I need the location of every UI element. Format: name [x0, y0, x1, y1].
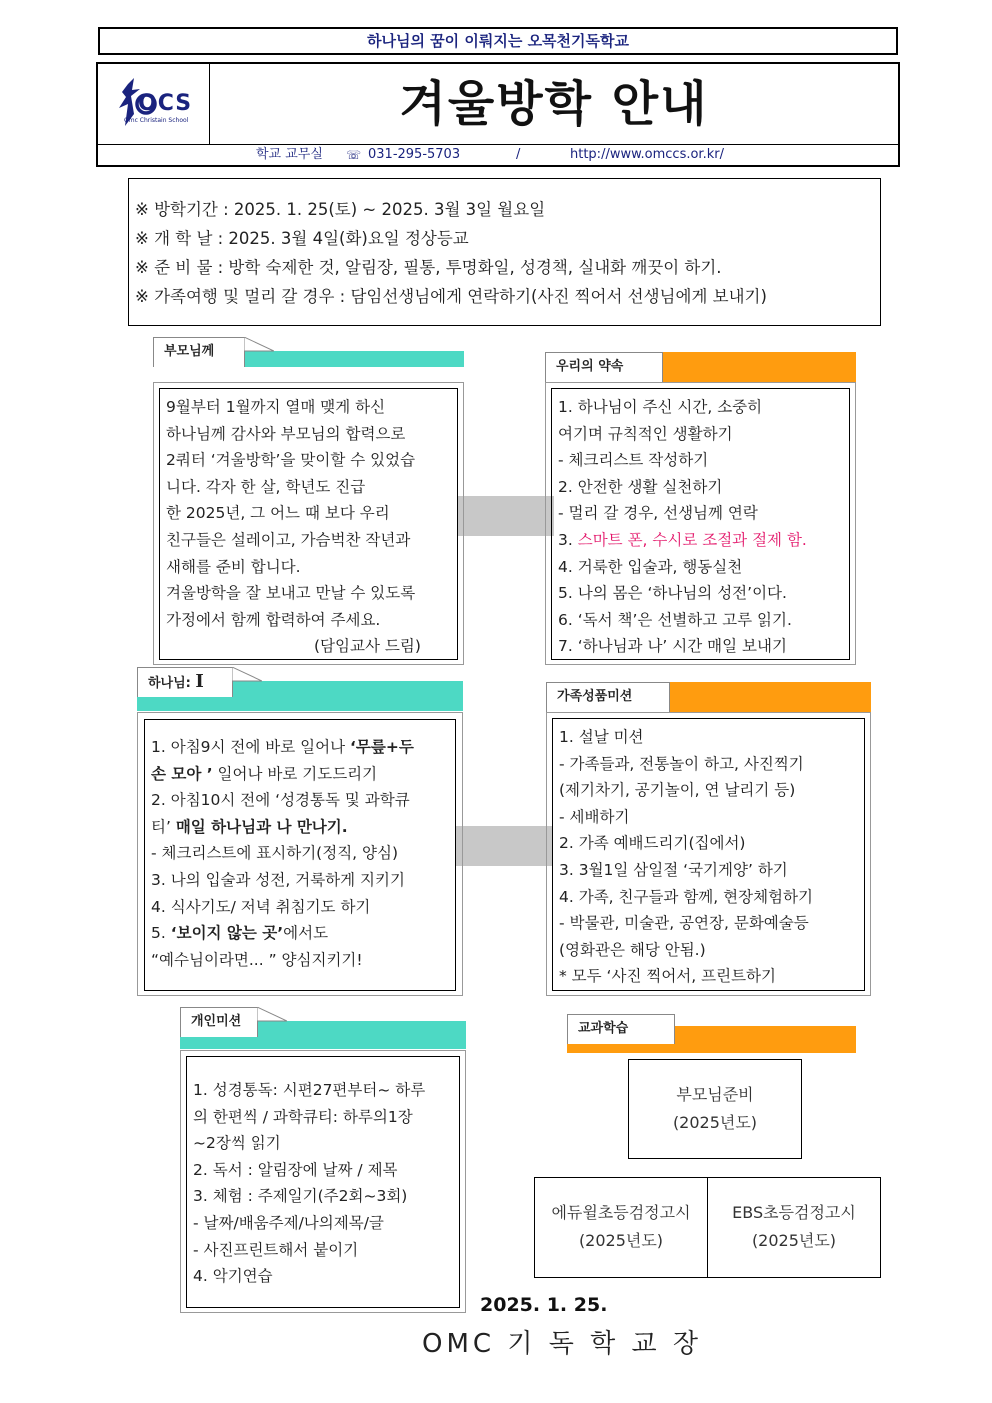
promise-item: 7. ‘하나님과 나’ 시간 매일 보내기	[558, 637, 787, 656]
principal-signoff: OMC 기 독 학 교 장	[422, 1329, 702, 1359]
school-logo	[98, 64, 210, 144]
connector-top	[458, 496, 554, 536]
document-date: 2025. 1. 25.	[480, 1294, 608, 1316]
info-travel: ※ 가족여행 및 멀리 갈 경우 : 담임선생님에게 연락하기(사진 찍어서 선생님에게 보내기)	[135, 287, 767, 306]
logo-text: OCS	[138, 91, 193, 116]
promise-item: 여기며 규칙적인 생활하기	[558, 424, 733, 443]
personal-tab-label: 개인미션	[180, 1007, 258, 1037]
family-tab-label: 가족성품미션	[546, 682, 670, 712]
study-tab-label: 교과학습	[567, 1014, 675, 1044]
parents-line: 니다. 각자 한 살, 학년도 진급	[166, 477, 366, 496]
study-box-ebs: EBS초등검정고시 (2025년도)	[707, 1177, 881, 1278]
promise-item: 2. 안전한 생활 실천하기	[558, 477, 723, 496]
parents-tab-label: 부모님께	[153, 337, 245, 367]
tab-corner-icon	[244, 337, 274, 367]
promise-item: - 멀리 갈 경우, 선생님께 연락	[558, 504, 758, 523]
tab-corner-icon	[232, 667, 262, 697]
connector-middle	[455, 826, 553, 866]
contact-separator: /	[516, 147, 521, 162]
god-outer	[137, 712, 463, 996]
parents-signature: (담임교사 드림)	[314, 637, 421, 656]
promise-item: 6. ‘독서 책’은 선별하고 고루 읽기.	[558, 610, 792, 629]
school-url[interactable]: http://www.omccs.or.kr/	[570, 147, 724, 162]
personal-tab	[180, 1007, 466, 1037]
promise-item: 5. 나의 몸은 ‘하나님의 성전’이다.	[558, 584, 787, 603]
contact-line	[98, 144, 898, 165]
god-list: 1. 아침9시 전에 바로 일어나 ‘무릎+두 손 모아 ’ 일어나 바로 기도드리기 2. 아침10시 전에 ‘성경통독 및 과학큐 티’ 매일 하나님과 나 만나기. - 체크리스트에 표시하기(정직, 양심) 3. 나의 입술과 성전, 거룩하게 지키기 4. 식사기도/ 저녁 취침기도 하기 5. ‘보이지 않는 곳’에서도 “예수님이라면... ” 양심지키기!	[144, 719, 456, 991]
parents-message	[159, 388, 458, 660]
parents-line: 2쿼터 ‘겨울방학’을 맞이할 수 있었습	[166, 451, 416, 470]
promise-item: 4. 거룩한 입술과, 행동실천	[558, 557, 743, 576]
vacation-info-box	[128, 178, 881, 326]
parents-line: 겨울방학을 잘 보내고 만날 수 있도록	[166, 584, 416, 603]
personal-list: 1. 성경통독: 시편27편부터~ 하루 의 한편씩 / 과학큐티: 하루의1장 ~2장씩 읽기 2. 독서 : 알림장에 날짜 / 제목 3. 체험 : 주제일기(주2회~3회) - 날짜/배움주제/나의제목/글 - 사진프린트해서 붙이기 4. 악기연습	[186, 1056, 460, 1308]
study-box-parents: 부모님준비 (2025년도)	[628, 1059, 802, 1159]
parents-line: 새해를 준비 합니다.	[166, 557, 301, 576]
promise-tab-label: 우리의 약속	[545, 352, 663, 382]
promise-item: 3. 스마트 폰, 수시로 조절과 절제 함.	[558, 530, 807, 549]
promise-item: 1. 하나님이 주신 시간, 소중히	[558, 398, 763, 416]
document-header	[96, 62, 900, 167]
promise-outer	[545, 382, 856, 665]
parents-line: 친구들은 설레이고, 가슴벅찬 작년과	[166, 530, 411, 549]
parents-line: 가정에서 함께 합력하여 주세요.	[166, 610, 381, 629]
family-tab	[546, 667, 871, 704]
info-period: ※ 방학기간 : 2025. 1. 25(토) ~ 2025. 3월 3일 월요일	[135, 200, 546, 219]
family-list: 1. 설날 미션 - 가족들과, 전통놀이 하고, 사진찍기 (제기차기, 공기놀이, 연 날리기 등) - 세배하기 2. 가족 예배드리기(집에서) 3. 3월1일 삼일절 ‘국기게양’ 하기 4. 가족, 친구들과 함께, 현장체험하기 - 박물관, 미술관, 공연장, 문화예술등 (영화관은 해당 안됨.) * 모두 ‘사진 찍어서, 프린트하기	[552, 718, 865, 991]
office-phone: 031-295-5703	[368, 147, 461, 162]
info-opening-day: ※ 개 학 날 : 2025. 3월 4일(화)요일 정상등교	[135, 229, 469, 248]
school-slogan: 하나님의 꿈이 이뤄지는 오목천기독학교	[98, 27, 898, 55]
tab-corner-icon	[257, 1007, 287, 1037]
god-tab-label: 하나님: I	[137, 667, 233, 697]
office-label: 학교 교무실	[256, 147, 323, 162]
parents-line: 한 2025년, 그 어느 때 보다 우리	[166, 504, 390, 523]
parents-tab	[153, 337, 464, 367]
promise-item: - 체크리스트 작성하기	[558, 451, 709, 470]
god-tab	[137, 667, 463, 697]
promise-highlight: 스마트 폰, 수시로 조절과 절제 함.	[577, 530, 807, 549]
promise-list	[551, 388, 850, 660]
parents-outer	[153, 382, 464, 665]
family-outer	[546, 712, 871, 996]
parents-line: 9월부터 1월까지 열매 맺게 하신	[166, 398, 386, 416]
page-title: 겨울방학 안내	[399, 76, 709, 132]
info-supplies: ※ 준 비 물 : 방학 숙제한 것, 알림장, 필통, 투명화일, 성경책, 실내화 깨끗이 하기.	[135, 258, 722, 277]
study-tab	[567, 1012, 856, 1042]
phone-icon: ☏	[346, 148, 362, 162]
promise-tab	[545, 337, 856, 374]
personal-outer	[180, 1050, 466, 1313]
logo-subtitle: Omc Christain School	[124, 117, 189, 124]
study-box-eduwill: 에듀윌초등검정고시 (2025년도)	[534, 1177, 708, 1278]
parents-line: 하나님께 감사와 부모님의 합력으로	[166, 424, 406, 443]
